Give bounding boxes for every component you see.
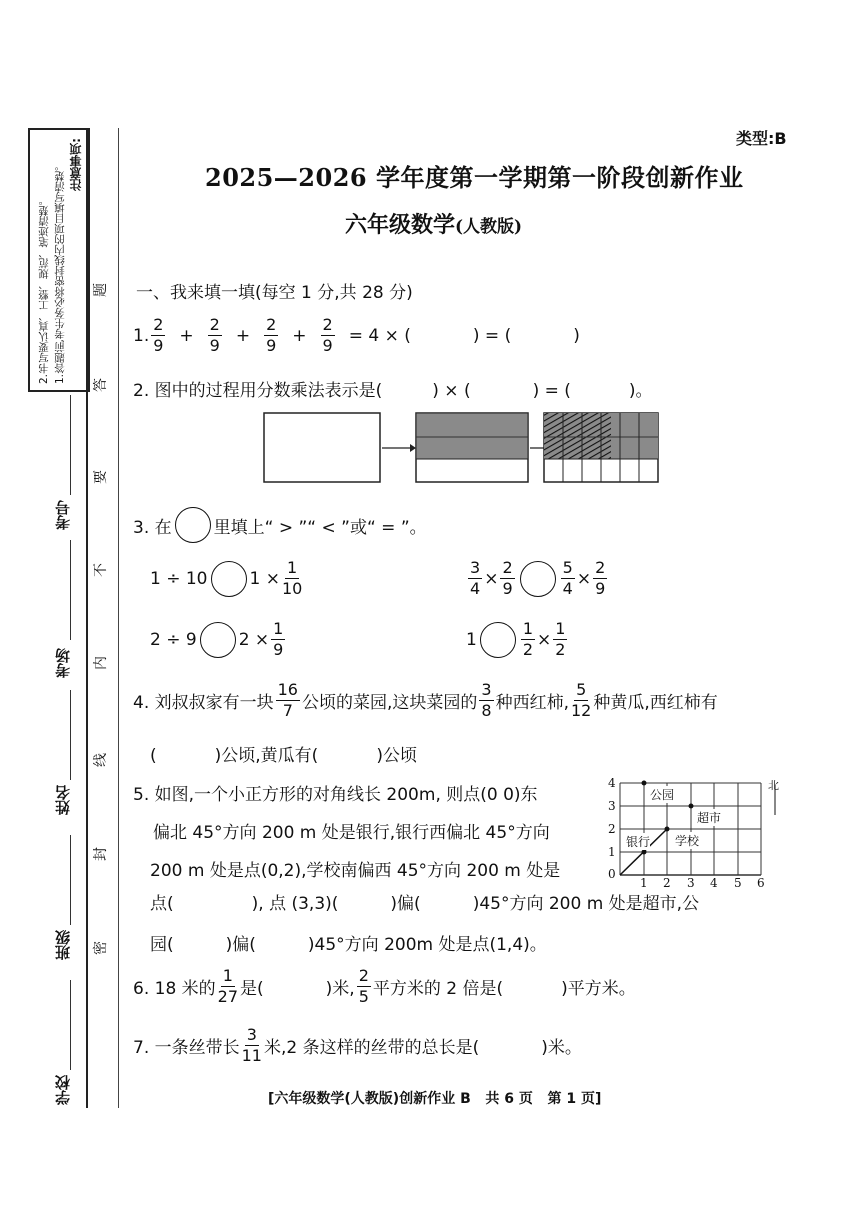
q3-r2b-d1: 2 [522,640,534,659]
seal-char-3: 要 [93,470,109,484]
field-banji: 班级 [54,930,72,960]
field-xuexiao-line[interactable] [70,980,71,1070]
notice-item-2: 2.书写要认真、工整、规范、笔迹清楚。 [38,195,50,384]
q5-label-market: 超市 [697,811,722,825]
seal-line-inner [118,128,119,1108]
question-6 [133,968,636,1005]
q4-text-c: 种西红柿, [495,693,569,713]
q4-line2-c: )公顷 [376,746,417,766]
q5-l5-b: )偏( [225,935,256,955]
q4-text-b: 公顷的菜园,这块菜园的 [301,693,478,713]
q3-row2-right [466,621,569,658]
q3-circle-4[interactable] [480,622,516,658]
seal-char-1: 题 [93,283,109,297]
q1-frac-4 [321,317,335,354]
q4-fn3: 5 [576,680,587,699]
q6-text-b: 是( [240,979,264,999]
q2-mid-2: ) = ( [532,381,571,401]
q3-r1b-d4: 9 [595,579,606,598]
q5-line-1: 5. 如图,一个小正方形的对角线长 200m, 则点(0 0)东 [133,785,538,805]
q4-fd3: 12 [570,701,592,720]
seal-char-4: 不 [93,563,109,577]
q1-frac-2-den: 9 [209,336,220,355]
subtitle-text: 六年级数学 [345,213,456,238]
notice-title: 注意事项: [69,138,83,191]
q5-label-north: 北 [768,779,779,792]
q3-circle-1[interactable] [211,561,247,597]
page-title: 2025—2026 学年度第一学期第一阶段创新作业 [205,163,744,192]
q1-frac-3 [264,317,278,354]
q1-frac-4-den: 9 [322,336,333,355]
q6-frac-2 [357,968,371,1005]
field-kaohao: 考号 [54,500,72,530]
q1-tail-2: ) = ( [472,325,512,346]
q5-label-bank: 银行 [626,835,651,849]
q1-frac-3-den: 9 [266,336,277,355]
q3-r1b-f3 [561,560,575,597]
q3-text-a: 3. 在 [133,517,172,538]
q3-text-b: 里填上“ > ”“ < ”或“ = ”。 [213,517,427,538]
page-subtitle [345,208,522,239]
q2-arrow-1-head [410,444,416,452]
q4-fd1: 7 [282,701,293,720]
q4-fd2: 8 [481,701,492,720]
q5-point-market [689,804,694,809]
q1-frac-1 [151,317,165,354]
q6-text-e: )平方米。 [561,979,636,999]
q3-r1b-times-2: × [576,568,592,589]
field-kaochang-line[interactable] [70,540,71,640]
q4-frac-1 [276,682,300,719]
notice-item-1: 1.答题前,考生务必将密封线内的项目填写清楚。 [54,160,66,384]
q2-end: )。 [628,381,653,401]
q3-r2a-left: 2 ÷ 9 [150,629,197,650]
seal-char-5: 内 [93,656,109,670]
field-xingming-line[interactable] [70,690,71,780]
q2-rect-shaded-fill [416,413,528,459]
q2-text: 2. 图中的过程用分数乘法表示是( [133,381,383,401]
q4-line2-a: ( [150,746,157,766]
q3-r1a-right: 1 × [249,568,280,589]
field-kaohao-line[interactable] [70,395,71,495]
section-title: 一、我来填一填(每空 1 分,共 28 分) [136,283,413,303]
question-7 [133,1027,582,1064]
q6-text-c: )米, [325,979,355,999]
q3-r1b-n4: 2 [595,558,606,577]
q1-plus-1: + [179,325,194,346]
q1-tail-1: = 4 × ( [348,325,411,346]
q3-circle-example [175,507,211,543]
q4-frac-3 [571,682,591,719]
q1-frac-2-num: 2 [209,315,220,334]
q3-r1b-d3: 4 [562,579,573,598]
q3-r2a-frac [271,621,285,658]
edition-text: (人教版) [455,217,523,237]
notice-box [28,128,90,392]
q3-r2b-left: 1 [466,629,477,650]
q3-r2a-fd: 9 [273,640,284,659]
q3-row1-left [150,560,304,597]
q4-fn1: 16 [277,680,298,699]
q3-r1b-n2: 2 [502,558,513,577]
q7-text-a: 7. 一条丝带长 [133,1038,240,1058]
q5-y-tick-0: 0 [608,867,616,881]
q3-r1b-f4 [593,560,607,597]
q3-r1b-d1: 4 [470,579,481,598]
q1-frac-1-num: 2 [153,315,164,334]
q1-frac-2 [208,317,222,354]
question-3 [133,507,427,543]
q6-fn2: 2 [358,966,369,985]
q5-label-park: 公园 [650,788,675,802]
q4-line2-b: )公顷,黄瓜有( [214,746,319,766]
q1-tail-3: ) [573,325,580,346]
q3-r2b-f2 [553,621,567,658]
q7-frac [242,1027,262,1064]
q7-text-c: )米。 [541,1038,582,1058]
q1-plus-2: + [235,325,251,346]
q6-fn: 1 [222,966,233,985]
q4-text-a: 4. 刘叔叔家有一块 [133,693,274,713]
q3-row1-right [466,560,609,597]
q7-fn: 3 [246,1025,257,1044]
q5-y-tick-1: 1 [608,845,616,859]
q5-y-tick-2: 2 [608,822,616,836]
field-xingming: 姓名 [54,785,72,815]
q6-fd2: 5 [358,987,369,1006]
q5-l4-d: )45°方向 200 m 处是超市,公 [472,894,700,914]
seal-char-6: 线 [93,753,109,767]
q6-text-a: 6. 18 米的 [133,979,216,999]
type-label: 类型:B [736,129,787,148]
q5-x-tick-1: 1 [640,876,648,890]
question-4-line-2 [150,741,417,766]
q2-mid-1: ) × ( [432,381,471,401]
q3-r2b-times: × [537,629,552,650]
q5-l4-a: 点( [150,894,174,914]
q3-r1b-f2 [500,560,514,597]
q3-r2b-n2: 1 [555,619,566,638]
q5-line-4 [150,889,699,914]
q7-fd: 11 [241,1046,262,1065]
seal-char-2: 答 [93,378,109,392]
field-xuexiao: 学校 [54,1075,72,1105]
q1-number: 1. [133,325,150,346]
q3-r1b-n1: 3 [470,558,481,577]
q3-r1a-fn: 1 [287,558,298,577]
q3-r2b-f1 [521,621,535,658]
q3-r1b-n3: 5 [562,558,573,577]
q5-grid-lines [620,783,761,875]
field-banji-line[interactable] [70,835,71,925]
q3-r1b-f1 [468,560,482,597]
q5-line-2: 偏北 45°方向 200 m 处是银行,银行西偏北 45°方向 [153,823,550,843]
q3-r1a-fd: 10 [281,579,303,598]
q5-point-park [642,781,647,786]
q5-x-tick-3: 3 [687,876,695,890]
q1-frac-1-den: 9 [153,336,164,355]
q3-circle-2[interactable] [520,561,556,597]
q5-y-tick-4: 4 [608,776,616,790]
q3-r1b-d2: 9 [502,579,513,598]
q5-line-5 [150,930,547,955]
q5-x-tick-6: 6 [757,876,765,890]
q3-row2-left [150,621,287,658]
q5-l4-c: )偏( [390,894,421,914]
field-kaochang: 考场 [54,648,72,678]
question-2 [133,376,653,401]
q4-fn2: 3 [481,680,492,699]
q3-r2b-d2: 2 [555,640,566,659]
q5-l4-b: ), 点 (3,3)( [251,894,339,914]
q3-r1a-frac [282,560,302,597]
q3-r2a-fn: 1 [273,619,284,638]
seal-char-8: 密 [93,941,109,955]
q3-r2a-right: 2 × [238,629,270,650]
question-4 [133,682,718,719]
q3-r1b-times-1: × [484,568,499,589]
q5-line-3: 200 m 处是点(0,2),学校南偏西 45°方向 200 m 处是 [150,861,561,881]
seal-line-outer [86,128,88,1108]
seal-char-7: 封 [93,847,109,861]
q5-l5-a: 园( [150,935,174,955]
q5-y-tick-3: 3 [608,799,616,813]
q2-rect-blank [264,413,380,482]
q4-frac-2 [479,682,493,719]
q6-fd: 27 [217,987,239,1006]
q2-diagram [262,410,662,486]
q6-frac-1 [218,968,238,1005]
q5-point-school [665,827,670,832]
q6-text-d: 平方米的 2 倍是( [372,979,504,999]
q1-frac-3-num: 2 [266,315,277,334]
page-footer: [六年级数学(人教版)创新作业 B 共 6 页 第 1 页] [268,1091,602,1107]
q3-r1a-left: 1 ÷ 10 [150,568,208,589]
q5-l5-c: )45°方向 200m 处是点(1,4)。 [307,935,547,955]
question-1 [133,317,580,354]
q1-plus-3: + [292,325,307,346]
q1-frac-4-num: 2 [322,315,333,334]
q7-text-b: 米,2 条这样的丝带的总长是( [263,1038,480,1058]
q3-circle-3[interactable] [200,622,236,658]
q5-x-tick-4: 4 [710,876,718,890]
q5-label-school: 学校 [675,834,700,848]
q5-point-bank [642,850,647,855]
q4-text-d: 种黄瓜,西红柿有 [593,693,718,713]
q3-r2b-n1: 1 [522,619,534,638]
q5-x-tick-5: 5 [734,876,742,890]
q5-x-tick-2: 2 [663,876,671,890]
